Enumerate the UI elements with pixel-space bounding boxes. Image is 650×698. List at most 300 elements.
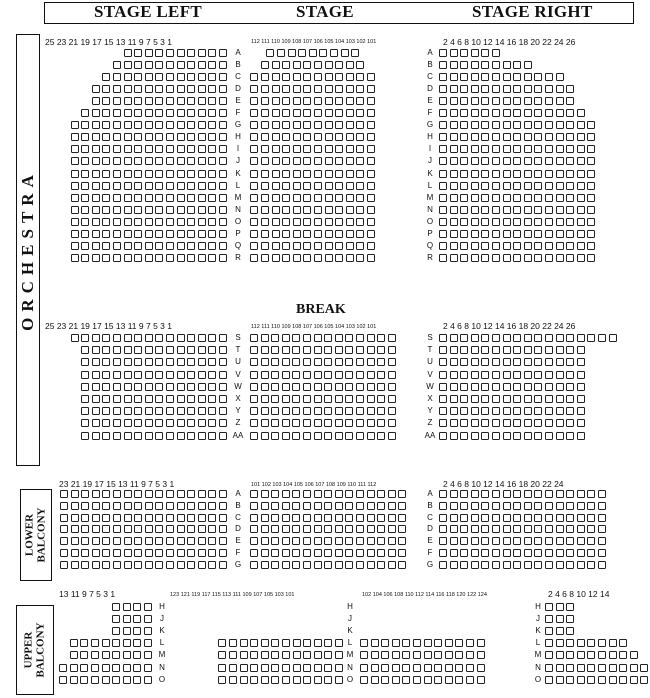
orchestra-right-seat[interactable] xyxy=(492,419,500,427)
lower-balcony-center-seat[interactable] xyxy=(398,561,406,569)
lower-balcony-right-seat[interactable] xyxy=(513,502,521,510)
lower-balcony-center-seat[interactable] xyxy=(282,490,290,498)
orchestra-center-seat[interactable] xyxy=(314,109,322,117)
orchestra-center-seat[interactable] xyxy=(250,133,258,141)
orchestra-center-seat[interactable] xyxy=(314,218,322,226)
orchestra-center-seat[interactable] xyxy=(346,206,354,214)
upper-balcony-left-seat[interactable] xyxy=(102,676,110,684)
orchestra-center-seat[interactable] xyxy=(250,419,258,427)
orchestra-left-seat[interactable] xyxy=(134,206,142,214)
orchestra-center-seat[interactable] xyxy=(367,230,375,238)
orchestra-right-seat[interactable] xyxy=(471,109,479,117)
orchestra-left-seat[interactable] xyxy=(166,121,174,129)
orchestra-center-seat[interactable] xyxy=(335,133,343,141)
upper-balcony-center-right-seat[interactable] xyxy=(455,676,463,684)
orchestra-right-seat[interactable] xyxy=(492,395,500,403)
orchestra-center-seat[interactable] xyxy=(324,346,332,354)
orchestra-left-seat[interactable] xyxy=(155,85,163,93)
orchestra-center-seat[interactable] xyxy=(314,395,322,403)
orchestra-left-seat[interactable] xyxy=(208,61,216,69)
lower-balcony-right-seat[interactable] xyxy=(450,561,458,569)
lower-balcony-center-seat[interactable] xyxy=(356,525,364,533)
orchestra-center-seat[interactable] xyxy=(250,218,258,226)
orchestra-center-seat[interactable] xyxy=(282,194,290,202)
orchestra-left-seat[interactable] xyxy=(124,182,132,190)
orchestra-left-seat[interactable] xyxy=(134,61,142,69)
lower-balcony-center-seat[interactable] xyxy=(345,514,353,522)
lower-balcony-center-seat[interactable] xyxy=(388,514,396,522)
lower-balcony-right-seat[interactable] xyxy=(460,561,468,569)
orchestra-center-seat[interactable] xyxy=(282,61,290,69)
orchestra-left-seat[interactable] xyxy=(198,242,206,250)
orchestra-left-seat[interactable] xyxy=(134,383,142,391)
orchestra-center-seat[interactable] xyxy=(272,242,280,250)
orchestra-center-seat[interactable] xyxy=(272,206,280,214)
lower-balcony-right-seat[interactable] xyxy=(503,549,511,557)
lower-balcony-left-seat[interactable] xyxy=(102,561,110,569)
orchestra-right-seat[interactable] xyxy=(503,85,511,93)
orchestra-right-seat[interactable] xyxy=(450,170,458,178)
upper-balcony-left-seat[interactable] xyxy=(123,615,131,623)
orchestra-center-seat[interactable] xyxy=(271,432,279,440)
upper-balcony-right-seat[interactable] xyxy=(545,615,553,623)
orchestra-right-seat[interactable] xyxy=(545,133,553,141)
lower-balcony-right-seat[interactable] xyxy=(492,490,500,498)
orchestra-left-seat[interactable] xyxy=(124,419,132,427)
orchestra-left-seat[interactable] xyxy=(155,49,163,57)
orchestra-right-seat[interactable] xyxy=(566,145,574,153)
orchestra-left-seat[interactable] xyxy=(102,407,110,415)
orchestra-center-seat[interactable] xyxy=(303,419,311,427)
orchestra-center-seat[interactable] xyxy=(282,170,290,178)
orchestra-center-seat[interactable] xyxy=(335,194,343,202)
orchestra-left-seat[interactable] xyxy=(177,61,185,69)
orchestra-center-seat[interactable] xyxy=(367,73,375,81)
orchestra-right-seat[interactable] xyxy=(471,432,479,440)
orchestra-right-seat[interactable] xyxy=(587,133,595,141)
orchestra-right-seat[interactable] xyxy=(556,85,564,93)
lower-balcony-right-seat[interactable] xyxy=(598,537,606,545)
orchestra-left-seat[interactable] xyxy=(166,182,174,190)
orchestra-left-seat[interactable] xyxy=(166,206,174,214)
lower-balcony-left-seat[interactable] xyxy=(134,502,142,510)
lower-balcony-right-seat[interactable] xyxy=(471,561,479,569)
orchestra-left-seat[interactable] xyxy=(219,170,227,178)
lower-balcony-right-seat[interactable] xyxy=(534,514,542,522)
orchestra-right-seat[interactable] xyxy=(481,49,489,57)
upper-balcony-center-right-seat[interactable] xyxy=(360,676,368,684)
lower-balcony-right-seat[interactable] xyxy=(587,514,595,522)
orchestra-center-seat[interactable] xyxy=(282,383,290,391)
orchestra-right-seat[interactable] xyxy=(492,157,500,165)
lower-balcony-left-seat[interactable] xyxy=(145,502,153,510)
orchestra-right-seat[interactable] xyxy=(439,371,447,379)
lower-balcony-center-seat[interactable] xyxy=(367,549,375,557)
upper-balcony-center-right-seat[interactable] xyxy=(424,651,432,659)
orchestra-center-seat[interactable] xyxy=(292,432,300,440)
orchestra-right-seat[interactable] xyxy=(545,432,553,440)
orchestra-left-seat[interactable] xyxy=(155,242,163,250)
lower-balcony-right-seat[interactable] xyxy=(450,537,458,545)
orchestra-left-seat[interactable] xyxy=(208,432,216,440)
upper-balcony-center-right-seat[interactable] xyxy=(424,639,432,647)
orchestra-left-seat[interactable] xyxy=(166,254,174,262)
lower-balcony-center-seat[interactable] xyxy=(271,514,279,522)
orchestra-center-seat[interactable] xyxy=(319,49,327,57)
orchestra-right-seat[interactable] xyxy=(492,182,500,190)
orchestra-left-seat[interactable] xyxy=(166,242,174,250)
orchestra-right-seat[interactable] xyxy=(556,371,564,379)
upper-balcony-center-right-seat[interactable] xyxy=(413,639,421,647)
lower-balcony-left-seat[interactable] xyxy=(187,514,195,522)
orchestra-left-seat[interactable] xyxy=(187,218,195,226)
orchestra-center-seat[interactable] xyxy=(324,419,332,427)
orchestra-left-seat[interactable] xyxy=(81,206,89,214)
orchestra-center-seat[interactable] xyxy=(367,170,375,178)
orchestra-right-seat[interactable] xyxy=(556,346,564,354)
lower-balcony-left-seat[interactable] xyxy=(134,525,142,533)
orchestra-right-seat[interactable] xyxy=(439,407,447,415)
upper-balcony-center-left-seat[interactable] xyxy=(218,676,226,684)
orchestra-left-seat[interactable] xyxy=(208,194,216,202)
orchestra-left-seat[interactable] xyxy=(71,218,79,226)
orchestra-right-seat[interactable] xyxy=(439,157,447,165)
lower-balcony-center-seat[interactable] xyxy=(388,502,396,510)
lower-balcony-center-seat[interactable] xyxy=(271,561,279,569)
orchestra-right-seat[interactable] xyxy=(577,242,585,250)
lower-balcony-center-seat[interactable] xyxy=(388,490,396,498)
lower-balcony-left-seat[interactable] xyxy=(145,490,153,498)
orchestra-right-seat[interactable] xyxy=(503,61,511,69)
lower-balcony-center-seat[interactable] xyxy=(282,502,290,510)
orchestra-center-seat[interactable] xyxy=(282,254,290,262)
orchestra-right-seat[interactable] xyxy=(513,157,521,165)
orchestra-center-seat[interactable] xyxy=(356,242,364,250)
orchestra-left-seat[interactable] xyxy=(155,109,163,117)
orchestra-right-seat[interactable] xyxy=(534,121,542,129)
orchestra-left-seat[interactable] xyxy=(187,346,195,354)
orchestra-left-seat[interactable] xyxy=(166,371,174,379)
lower-balcony-right-seat[interactable] xyxy=(503,514,511,522)
lower-balcony-right-seat[interactable] xyxy=(513,549,521,557)
orchestra-left-seat[interactable] xyxy=(71,170,79,178)
lower-balcony-center-seat[interactable] xyxy=(345,561,353,569)
orchestra-left-seat[interactable] xyxy=(92,358,100,366)
orchestra-left-seat[interactable] xyxy=(208,230,216,238)
orchestra-center-seat[interactable] xyxy=(303,157,311,165)
upper-balcony-center-left-seat[interactable] xyxy=(282,664,290,672)
upper-balcony-center-left-seat[interactable] xyxy=(293,676,301,684)
orchestra-left-seat[interactable] xyxy=(113,206,121,214)
lower-balcony-center-seat[interactable] xyxy=(292,561,300,569)
orchestra-center-seat[interactable] xyxy=(271,371,279,379)
orchestra-left-seat[interactable] xyxy=(219,61,227,69)
orchestra-right-seat[interactable] xyxy=(534,395,542,403)
lower-balcony-left-seat[interactable] xyxy=(92,490,100,498)
orchestra-right-seat[interactable] xyxy=(471,218,479,226)
orchestra-right-seat[interactable] xyxy=(492,254,500,262)
orchestra-center-seat[interactable] xyxy=(314,133,322,141)
lower-balcony-right-seat[interactable] xyxy=(481,525,489,533)
orchestra-left-seat[interactable] xyxy=(208,383,216,391)
orchestra-left-seat[interactable] xyxy=(81,109,89,117)
orchestra-right-seat[interactable] xyxy=(439,230,447,238)
orchestra-right-seat[interactable] xyxy=(503,206,511,214)
lower-balcony-left-seat[interactable] xyxy=(155,514,163,522)
orchestra-center-seat[interactable] xyxy=(282,85,290,93)
orchestra-right-seat[interactable] xyxy=(439,395,447,403)
orchestra-center-seat[interactable] xyxy=(303,73,311,81)
upper-balcony-center-left-seat[interactable] xyxy=(314,651,322,659)
orchestra-left-seat[interactable] xyxy=(155,419,163,427)
upper-balcony-right-seat[interactable] xyxy=(545,664,553,672)
lower-balcony-left-seat[interactable] xyxy=(187,561,195,569)
orchestra-center-seat[interactable] xyxy=(314,145,322,153)
orchestra-center-seat[interactable] xyxy=(367,432,375,440)
lower-balcony-left-seat[interactable] xyxy=(124,490,132,498)
orchestra-right-seat[interactable] xyxy=(492,145,500,153)
orchestra-left-seat[interactable] xyxy=(198,218,206,226)
upper-balcony-right-seat[interactable] xyxy=(609,676,617,684)
orchestra-left-seat[interactable] xyxy=(102,194,110,202)
orchestra-right-seat[interactable] xyxy=(492,218,500,226)
orchestra-right-seat[interactable] xyxy=(556,182,564,190)
lower-balcony-right-seat[interactable] xyxy=(439,561,447,569)
orchestra-left-seat[interactable] xyxy=(198,419,206,427)
orchestra-left-seat[interactable] xyxy=(208,371,216,379)
orchestra-right-seat[interactable] xyxy=(524,346,532,354)
upper-balcony-center-right-seat[interactable] xyxy=(424,664,432,672)
orchestra-center-seat[interactable] xyxy=(282,73,290,81)
upper-balcony-center-right-seat[interactable] xyxy=(477,639,485,647)
orchestra-center-seat[interactable] xyxy=(346,194,354,202)
orchestra-right-seat[interactable] xyxy=(503,346,511,354)
orchestra-right-seat[interactable] xyxy=(439,73,447,81)
lower-balcony-center-seat[interactable] xyxy=(398,525,406,533)
lower-balcony-left-seat[interactable] xyxy=(155,537,163,545)
orchestra-right-seat[interactable] xyxy=(450,121,458,129)
lower-balcony-right-seat[interactable] xyxy=(492,525,500,533)
lower-balcony-right-seat[interactable] xyxy=(513,537,521,545)
orchestra-right-seat[interactable] xyxy=(439,242,447,250)
upper-balcony-left-seat[interactable] xyxy=(133,676,141,684)
orchestra-right-seat[interactable] xyxy=(450,145,458,153)
orchestra-center-seat[interactable] xyxy=(282,133,290,141)
upper-balcony-center-right-seat[interactable] xyxy=(360,664,368,672)
orchestra-right-seat[interactable] xyxy=(577,346,585,354)
lower-balcony-left-seat[interactable] xyxy=(71,490,79,498)
orchestra-left-seat[interactable] xyxy=(102,97,110,105)
orchestra-right-seat[interactable] xyxy=(524,395,532,403)
orchestra-right-seat[interactable] xyxy=(577,230,585,238)
lower-balcony-right-seat[interactable] xyxy=(481,561,489,569)
orchestra-left-seat[interactable] xyxy=(134,254,142,262)
upper-balcony-center-right-seat[interactable] xyxy=(381,639,389,647)
lower-balcony-center-seat[interactable] xyxy=(324,514,332,522)
lower-balcony-left-seat[interactable] xyxy=(219,514,227,522)
orchestra-center-seat[interactable] xyxy=(346,182,354,190)
orchestra-left-seat[interactable] xyxy=(219,432,227,440)
orchestra-right-seat[interactable] xyxy=(534,218,542,226)
orchestra-right-seat[interactable] xyxy=(471,371,479,379)
orchestra-center-seat[interactable] xyxy=(356,358,364,366)
orchestra-left-seat[interactable] xyxy=(134,346,142,354)
orchestra-right-seat[interactable] xyxy=(524,206,532,214)
orchestra-right-seat[interactable] xyxy=(450,61,458,69)
orchestra-center-seat[interactable] xyxy=(261,133,269,141)
lower-balcony-left-seat[interactable] xyxy=(177,490,185,498)
orchestra-right-seat[interactable] xyxy=(545,395,553,403)
upper-balcony-left-seat[interactable] xyxy=(80,639,88,647)
orchestra-left-seat[interactable] xyxy=(208,395,216,403)
orchestra-left-seat[interactable] xyxy=(187,383,195,391)
orchestra-center-seat[interactable] xyxy=(324,358,332,366)
orchestra-left-seat[interactable] xyxy=(81,230,89,238)
orchestra-center-seat[interactable] xyxy=(271,358,279,366)
orchestra-left-seat[interactable] xyxy=(102,346,110,354)
orchestra-left-seat[interactable] xyxy=(219,97,227,105)
orchestra-center-seat[interactable] xyxy=(335,419,343,427)
upper-balcony-center-right-seat[interactable] xyxy=(477,651,485,659)
orchestra-right-seat[interactable] xyxy=(481,97,489,105)
orchestra-right-seat[interactable] xyxy=(566,121,574,129)
orchestra-right-seat[interactable] xyxy=(566,383,574,391)
orchestra-left-seat[interactable] xyxy=(124,218,132,226)
orchestra-left-seat[interactable] xyxy=(81,194,89,202)
lower-balcony-center-seat[interactable] xyxy=(388,525,396,533)
orchestra-left-seat[interactable] xyxy=(102,334,110,342)
upper-balcony-center-left-seat[interactable] xyxy=(261,676,269,684)
orchestra-center-seat[interactable] xyxy=(325,194,333,202)
lower-balcony-right-seat[interactable] xyxy=(471,514,479,522)
orchestra-center-seat[interactable] xyxy=(377,383,385,391)
orchestra-left-seat[interactable] xyxy=(92,419,100,427)
orchestra-left-seat[interactable] xyxy=(124,395,132,403)
orchestra-right-seat[interactable] xyxy=(566,230,574,238)
upper-balcony-center-left-seat[interactable] xyxy=(303,676,311,684)
orchestra-right-seat[interactable] xyxy=(481,182,489,190)
orchestra-left-seat[interactable] xyxy=(177,109,185,117)
orchestra-left-seat[interactable] xyxy=(134,242,142,250)
orchestra-center-seat[interactable] xyxy=(367,358,375,366)
upper-balcony-left-seat[interactable] xyxy=(123,603,131,611)
upper-balcony-left-seat[interactable] xyxy=(133,639,141,647)
orchestra-left-seat[interactable] xyxy=(219,242,227,250)
orchestra-right-seat[interactable] xyxy=(471,49,479,57)
orchestra-right-seat[interactable] xyxy=(471,419,479,427)
orchestra-right-seat[interactable] xyxy=(503,230,511,238)
orchestra-left-seat[interactable] xyxy=(145,419,153,427)
orchestra-right-seat[interactable] xyxy=(471,170,479,178)
lower-balcony-left-seat[interactable] xyxy=(208,525,216,533)
orchestra-center-seat[interactable] xyxy=(335,97,343,105)
orchestra-left-seat[interactable] xyxy=(219,182,227,190)
orchestra-right-seat[interactable] xyxy=(481,218,489,226)
lower-balcony-left-seat[interactable] xyxy=(134,537,142,545)
orchestra-right-seat[interactable] xyxy=(492,230,500,238)
orchestra-center-seat[interactable] xyxy=(272,121,280,129)
orchestra-left-seat[interactable] xyxy=(124,230,132,238)
orchestra-center-seat[interactable] xyxy=(282,145,290,153)
lower-balcony-center-seat[interactable] xyxy=(250,502,258,510)
orchestra-center-seat[interactable] xyxy=(282,230,290,238)
orchestra-center-seat[interactable] xyxy=(293,170,301,178)
orchestra-center-seat[interactable] xyxy=(325,157,333,165)
orchestra-center-seat[interactable] xyxy=(277,49,285,57)
orchestra-right-seat[interactable] xyxy=(513,419,521,427)
orchestra-center-seat[interactable] xyxy=(261,383,269,391)
orchestra-center-seat[interactable] xyxy=(367,85,375,93)
orchestra-left-seat[interactable] xyxy=(124,206,132,214)
orchestra-center-seat[interactable] xyxy=(314,73,322,81)
orchestra-left-seat[interactable] xyxy=(208,85,216,93)
orchestra-left-seat[interactable] xyxy=(198,254,206,262)
lower-balcony-left-seat[interactable] xyxy=(113,514,121,522)
orchestra-left-seat[interactable] xyxy=(92,170,100,178)
orchestra-right-seat[interactable] xyxy=(460,395,468,403)
lower-balcony-center-seat[interactable] xyxy=(261,502,269,510)
lower-balcony-center-seat[interactable] xyxy=(356,537,364,545)
orchestra-center-seat[interactable] xyxy=(250,371,258,379)
upper-balcony-center-right-seat[interactable] xyxy=(477,676,485,684)
lower-balcony-left-seat[interactable] xyxy=(177,537,185,545)
upper-balcony-left-seat[interactable] xyxy=(133,664,141,672)
orchestra-center-seat[interactable] xyxy=(271,383,279,391)
orchestra-center-seat[interactable] xyxy=(325,145,333,153)
upper-balcony-center-right-seat[interactable] xyxy=(381,664,389,672)
orchestra-center-seat[interactable] xyxy=(250,97,258,105)
orchestra-right-seat[interactable] xyxy=(450,395,458,403)
upper-balcony-center-left-seat[interactable] xyxy=(271,651,279,659)
orchestra-right-seat[interactable] xyxy=(439,109,447,117)
orchestra-right-seat[interactable] xyxy=(513,85,521,93)
orchestra-right-seat[interactable] xyxy=(534,242,542,250)
orchestra-right-seat[interactable] xyxy=(534,133,542,141)
orchestra-left-seat[interactable] xyxy=(177,218,185,226)
upper-balcony-left-seat[interactable] xyxy=(123,639,131,647)
orchestra-center-seat[interactable] xyxy=(282,395,290,403)
lower-balcony-left-seat[interactable] xyxy=(71,502,79,510)
orchestra-left-seat[interactable] xyxy=(124,334,132,342)
orchestra-center-seat[interactable] xyxy=(335,218,343,226)
lower-balcony-left-seat[interactable] xyxy=(92,502,100,510)
lower-balcony-left-seat[interactable] xyxy=(198,502,206,510)
orchestra-center-seat[interactable] xyxy=(346,157,354,165)
orchestra-center-seat[interactable] xyxy=(377,407,385,415)
orchestra-right-seat[interactable] xyxy=(566,407,574,415)
orchestra-left-seat[interactable] xyxy=(155,121,163,129)
orchestra-right-seat[interactable] xyxy=(450,49,458,57)
orchestra-center-seat[interactable] xyxy=(345,419,353,427)
orchestra-center-seat[interactable] xyxy=(272,73,280,81)
orchestra-right-seat[interactable] xyxy=(587,334,595,342)
orchestra-center-seat[interactable] xyxy=(261,407,269,415)
lower-balcony-right-seat[interactable] xyxy=(566,502,574,510)
orchestra-left-seat[interactable] xyxy=(124,61,132,69)
lower-balcony-left-seat[interactable] xyxy=(145,537,153,545)
orchestra-left-seat[interactable] xyxy=(102,170,110,178)
upper-balcony-right-seat[interactable] xyxy=(577,676,585,684)
orchestra-right-seat[interactable] xyxy=(577,182,585,190)
orchestra-center-seat[interactable] xyxy=(367,182,375,190)
upper-balcony-right-seat[interactable] xyxy=(630,651,638,659)
orchestra-center-seat[interactable] xyxy=(293,230,301,238)
upper-balcony-right-seat[interactable] xyxy=(587,651,595,659)
orchestra-left-seat[interactable] xyxy=(71,145,79,153)
orchestra-right-seat[interactable] xyxy=(492,97,500,105)
upper-balcony-center-left-seat[interactable] xyxy=(229,651,237,659)
orchestra-left-seat[interactable] xyxy=(177,182,185,190)
